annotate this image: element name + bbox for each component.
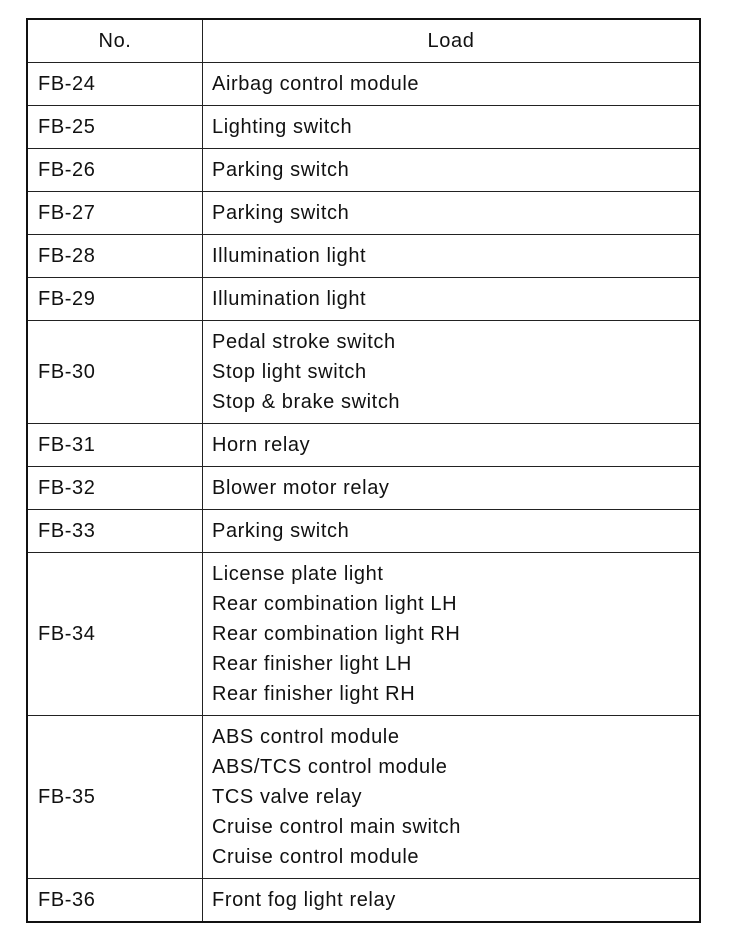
table-row bbox=[27, 553, 700, 716]
load-item: Parking switch bbox=[212, 520, 350, 542]
table-row bbox=[27, 278, 700, 321]
load-cell bbox=[203, 149, 701, 192]
fuse-number: FB-28 bbox=[27, 235, 203, 278]
load-item: Rear finisher light LH bbox=[212, 653, 412, 675]
load-item: Pedal stroke switch bbox=[212, 331, 396, 353]
fuse-number: FB-32 bbox=[27, 467, 203, 510]
load-item: Illumination light bbox=[212, 288, 367, 310]
load-item: License plate light bbox=[212, 563, 384, 585]
load-item: Parking switch bbox=[212, 159, 350, 181]
fuse-number: FB-31 bbox=[27, 424, 203, 467]
load-cell bbox=[203, 63, 701, 106]
table-row bbox=[27, 879, 700, 923]
fuse-number: FB-36 bbox=[27, 879, 203, 923]
table-row bbox=[27, 716, 700, 879]
fuse-number: FB-24 bbox=[27, 63, 203, 106]
header-load: Load bbox=[203, 19, 701, 63]
load-item: Rear combination light RH bbox=[212, 623, 461, 645]
load-item: Stop & brake switch bbox=[212, 391, 401, 413]
load-item: TCS valve relay bbox=[212, 786, 363, 808]
load-item: Airbag control module bbox=[212, 73, 420, 95]
load-item: Illumination light bbox=[212, 245, 367, 267]
load-item: ABS/TCS control module bbox=[212, 756, 448, 778]
fuse-number: FB-34 bbox=[27, 553, 203, 716]
fuse-block-table bbox=[26, 18, 701, 923]
load-item: Cruise control main switch bbox=[212, 816, 462, 838]
table-row bbox=[27, 467, 700, 510]
load-cell bbox=[203, 192, 701, 235]
table-header-row bbox=[27, 19, 700, 63]
table-row bbox=[27, 321, 700, 424]
fuse-number: FB-25 bbox=[27, 106, 203, 149]
table-row bbox=[27, 235, 700, 278]
load-item: Parking switch bbox=[212, 202, 350, 224]
fuse-number: FB-26 bbox=[27, 149, 203, 192]
load-item: Blower motor relay bbox=[212, 477, 390, 499]
load-item: ABS control module bbox=[212, 726, 400, 748]
load-cell bbox=[203, 321, 701, 424]
load-cell bbox=[203, 879, 701, 923]
table-row bbox=[27, 63, 700, 106]
load-item: Front fog light relay bbox=[212, 889, 396, 911]
load-cell bbox=[203, 106, 701, 149]
load-item: Lighting switch bbox=[212, 116, 353, 138]
load-item: Rear combination light LH bbox=[212, 593, 458, 615]
fuse-number: FB-35 bbox=[27, 716, 203, 879]
load-cell bbox=[203, 424, 701, 467]
load-cell bbox=[203, 510, 701, 553]
load-cell bbox=[203, 716, 701, 879]
load-item: Rear finisher light RH bbox=[212, 683, 416, 705]
load-cell bbox=[203, 467, 701, 510]
fuse-number: FB-30 bbox=[27, 321, 203, 424]
fuse-number: FB-33 bbox=[27, 510, 203, 553]
table-row bbox=[27, 510, 700, 553]
load-item: Stop light switch bbox=[212, 361, 367, 383]
load-item: Horn relay bbox=[212, 434, 311, 456]
load-cell bbox=[203, 235, 701, 278]
fuse-number: FB-29 bbox=[27, 278, 203, 321]
table-body bbox=[27, 63, 700, 923]
load-cell bbox=[203, 278, 701, 321]
load-cell bbox=[203, 553, 701, 716]
table-row bbox=[27, 106, 700, 149]
table-row bbox=[27, 149, 700, 192]
table-row bbox=[27, 192, 700, 235]
load-item: Cruise control module bbox=[212, 846, 420, 868]
fuse-number: FB-27 bbox=[27, 192, 203, 235]
table-row bbox=[27, 424, 700, 467]
header-no: No. bbox=[27, 19, 203, 63]
